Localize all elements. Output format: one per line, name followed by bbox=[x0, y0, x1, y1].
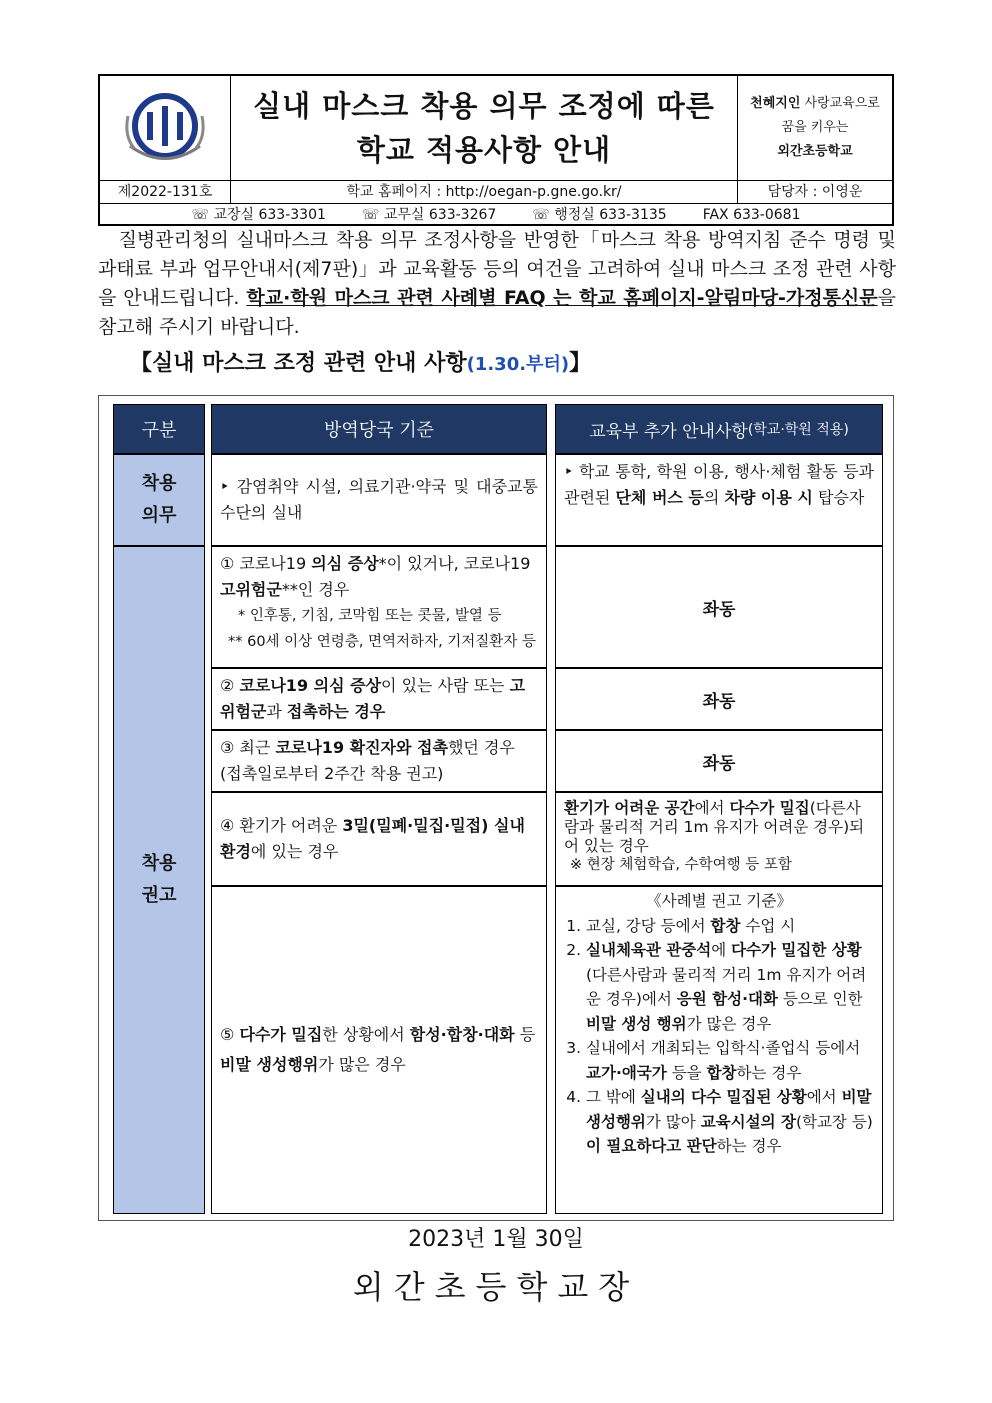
case3-bold: 교가·애국가 bbox=[586, 1063, 667, 1082]
mandatory-ministry-text: ‣ 학교 통학, 학원 이용, 행사·체험 활동 등과 관련된 bbox=[564, 462, 874, 507]
school-name: 외간초등학교 bbox=[777, 144, 853, 159]
school-logo bbox=[100, 76, 231, 180]
label-recommended: 착용 권고 bbox=[113, 546, 205, 1214]
slogan-line2: 꿈을 키우는 bbox=[781, 120, 849, 135]
r4-right-text2: (다른사람과 물리적 거리 1m 유지가 어려운 경우)되어 있는 경우 bbox=[564, 799, 865, 855]
letterhead bbox=[98, 74, 894, 226]
section-title bbox=[130, 346, 591, 377]
mandatory-quarantine-text: ‣ 감염취약 시설, 의료기관·약국 및 대중교통수단의 실내 bbox=[220, 477, 538, 522]
case4-text2: 에서 bbox=[806, 1088, 842, 1106]
mandatory-bus: 단체 버스 등 bbox=[615, 488, 704, 507]
case4-bold4: 이 필요하다고 bbox=[586, 1137, 687, 1155]
r5-text: ⑤ bbox=[220, 1025, 240, 1044]
header-quarantine-text: 방역당국 기준 bbox=[323, 420, 435, 441]
recommend-row-1-ministry: 좌동 bbox=[555, 546, 883, 668]
case4-text: 그 밖에 bbox=[586, 1088, 641, 1106]
phone-teachers: ☏ 교무실 633-3267 bbox=[361, 207, 497, 223]
r5-droplet: 비말 생성행위 bbox=[220, 1055, 319, 1074]
manager-name: 담당자 : 이영운 bbox=[767, 184, 863, 200]
case2-bold: 실내체육관 관중석 bbox=[586, 941, 712, 959]
r1-note-2: ** 60세 이상 연령층, 면역저하자, 기저질환자 등 bbox=[228, 634, 536, 650]
recommend-row-4-ministry bbox=[555, 792, 883, 886]
r4-space: 환기가 어려운 공간 bbox=[564, 799, 695, 817]
r2-text2: 이 있는 사람 또는 bbox=[381, 676, 510, 695]
r1-highrisk: 고위험군 bbox=[220, 580, 282, 599]
recommend-row-5-ministry bbox=[555, 886, 883, 1214]
letterhead-info-row bbox=[100, 181, 892, 204]
letterhead-top bbox=[100, 76, 892, 181]
r2-text: ② bbox=[220, 676, 240, 695]
r4-right-text: 에서 bbox=[694, 799, 730, 817]
case-item-4 bbox=[586, 1085, 874, 1159]
intro-text-end: 을 참고해 주시기 바랍니다. bbox=[98, 287, 896, 338]
case3-text2: 등을 bbox=[666, 1063, 707, 1082]
homepage-link[interactable]: 학교 홈페이지 : http://oegan-p.gne.go.kr/ bbox=[231, 181, 738, 203]
case-list bbox=[564, 914, 874, 1159]
r1-symptom: 의심 증상 bbox=[311, 554, 379, 573]
r4-3mil: 3밀(밀폐·밀집·밀접) 실내 환경 bbox=[220, 816, 525, 861]
document-title-line1: 실내 마스크 착용 의무 조정에 따른 bbox=[253, 89, 715, 123]
case-item-2 bbox=[586, 938, 874, 1036]
phone-principal: ☏ 교장실 633-3301 bbox=[191, 207, 326, 223]
r2-contact: 접촉하는 경우 bbox=[286, 702, 386, 721]
case-item-1 bbox=[586, 914, 874, 939]
r4-text: ④ 환기가 어려운 bbox=[220, 816, 343, 835]
guideline-table bbox=[98, 395, 894, 1221]
recommend-row-2-ministry: 좌동 bbox=[555, 668, 883, 730]
phone-row bbox=[100, 204, 892, 226]
slogan-bold: 천혜지인 bbox=[750, 96, 801, 111]
case2-bold3: 응원 함성·대화 bbox=[676, 990, 778, 1008]
section-title-text: 【실내 마스크 조정 관련 안내 사항 bbox=[130, 351, 467, 376]
r3-contact: 코로나19 확진자와 접촉 bbox=[275, 738, 448, 757]
mandatory-quarantine bbox=[211, 454, 547, 546]
case2-bold2: 다수가 밀집한 상황 bbox=[731, 941, 862, 959]
case3-text3: 하는 경우 bbox=[736, 1063, 802, 1082]
r5-singing: 함성·합창·대화 bbox=[409, 1025, 515, 1044]
label-mandatory: 착용 의무 bbox=[113, 454, 205, 546]
r5-text2: 한 상황에서 bbox=[322, 1025, 410, 1044]
slogan-rest: 사랑교육으로 bbox=[800, 96, 880, 111]
recommend-row-2 bbox=[211, 668, 547, 730]
recommend-row-4 bbox=[211, 792, 547, 886]
case4-bold2: 비말 생성행위 bbox=[586, 1088, 872, 1131]
case2-text: 에 bbox=[711, 941, 732, 959]
case3-bold2: 합창 bbox=[706, 1063, 737, 1082]
header-quarantine-standard bbox=[211, 404, 547, 454]
r2-symptom: 코로나19 의심 증상 bbox=[239, 676, 382, 695]
case1-text: 교실, 강당 등에서 bbox=[586, 916, 711, 935]
fax-number: FAX 633-0681 bbox=[702, 207, 801, 223]
case3-text: 실내에서 개최되는 입학식·졸업식 등에서 bbox=[586, 1039, 861, 1057]
mandatory-ministry bbox=[555, 454, 883, 546]
case4-text4: (학교장 등) bbox=[795, 1112, 873, 1131]
header-category bbox=[113, 404, 205, 454]
case2-text2: (다른사람과 물리적 거리 1m 유지가 어려운 경우)에서 bbox=[586, 965, 867, 1008]
school-slogan bbox=[738, 76, 892, 180]
intro-paragraph bbox=[98, 226, 896, 342]
recommend-row-3 bbox=[211, 730, 547, 792]
principal-signature: 외간초등학교장 bbox=[352, 1268, 640, 1306]
section-title-close: 】 bbox=[569, 351, 592, 376]
case1-bold: 합창 bbox=[710, 916, 741, 935]
recommend-row-3-ministry: 좌동 bbox=[555, 730, 883, 792]
case4-bold: 실내의 다수 밀집된 상황 bbox=[640, 1088, 807, 1106]
case2-text4: 가 많은 경우 bbox=[686, 1014, 772, 1033]
case4-bold5: 판단 bbox=[686, 1137, 717, 1155]
recommend-row-5 bbox=[211, 886, 547, 1214]
r2-text3: 과 bbox=[266, 702, 287, 721]
header-category-text: 구분 bbox=[141, 420, 177, 441]
r1-note-1: * 인후통, 기침, 코막힘 또는 콧물, 발열 등 bbox=[238, 608, 502, 624]
case1-text2: 수업 시 bbox=[740, 916, 796, 935]
header-ministry-sub: (학교·학원 적용) bbox=[747, 422, 849, 438]
case2-text3: 등으로 인한 bbox=[777, 990, 863, 1008]
case4-bold3: 교육시설의 장 bbox=[700, 1112, 796, 1131]
r1-text3: **인 경우 bbox=[281, 580, 350, 599]
case2-bold4: 비말 생성 행위 bbox=[586, 1014, 687, 1033]
section-date-note: (1.30.부터) bbox=[466, 354, 570, 375]
case-list-title: 《사례별 권고 기준》 bbox=[646, 892, 792, 910]
r4-text2: 에 있는 경우 bbox=[250, 842, 339, 861]
case4-text3: 가 많아 bbox=[645, 1112, 701, 1131]
r4-crowd: 다수가 밀집 bbox=[729, 799, 810, 817]
school-emblem-icon bbox=[100, 76, 230, 180]
r2-highrisk: 고위험군 bbox=[220, 676, 526, 721]
r5-text3: 등 bbox=[514, 1025, 536, 1044]
header-ministry-text: 교육부 추가 안내사항 bbox=[589, 421, 748, 442]
intro-text: 질병관리청의 실내마스크 착용 의무 조정사항을 반영한「마스크 착용 방역지침 준수 명령 및 과태료 부과 업무안내서(제7판)」과 교육활동 등의 여건을 고려하여 실내 마스크 조정 관련 사항을 안내드립니다. bbox=[98, 229, 896, 309]
document-title-line2: 학교 적용사항 안내 bbox=[356, 133, 612, 167]
phone-admin: ☏ 행정실 633-3135 bbox=[532, 207, 667, 223]
r1-text2: *이 있거나, 코로나19 bbox=[378, 554, 531, 573]
title-cell bbox=[231, 76, 738, 180]
case-item-3 bbox=[586, 1036, 874, 1085]
r3-text: ③ 최근 bbox=[220, 738, 276, 757]
faq-link-text: 학교·학원 마스크 관련 사례별 FAQ 는 학교 홈페이지-알림마당-가정통신문 bbox=[246, 287, 878, 309]
r5-crowd: 다수가 밀집 bbox=[239, 1025, 323, 1044]
recommend-row-1 bbox=[211, 546, 547, 668]
document-number: 제2022-131호 bbox=[100, 181, 231, 203]
r3-text2: 했던 경우 (접촉일로부터 2주간 착용 권고) bbox=[220, 738, 515, 783]
header-ministry-guidance bbox=[555, 404, 883, 454]
r5-text4: 가 많은 경우 bbox=[318, 1055, 406, 1074]
mandatory-vehicle: 차량 이용 시 bbox=[724, 488, 813, 507]
document-date: 2023년 1월 30일 bbox=[408, 1227, 584, 1252]
mandatory-ministry-text3: 탑승자 bbox=[812, 488, 865, 507]
r1-text: ① 코로나19 bbox=[220, 554, 312, 573]
case4-text5: 하는 경우 bbox=[716, 1137, 782, 1155]
mandatory-ministry-text2: 의 bbox=[703, 488, 725, 507]
r4-right-note: ※ 현장 체험학습, 수학여행 등 포함 bbox=[570, 857, 792, 873]
